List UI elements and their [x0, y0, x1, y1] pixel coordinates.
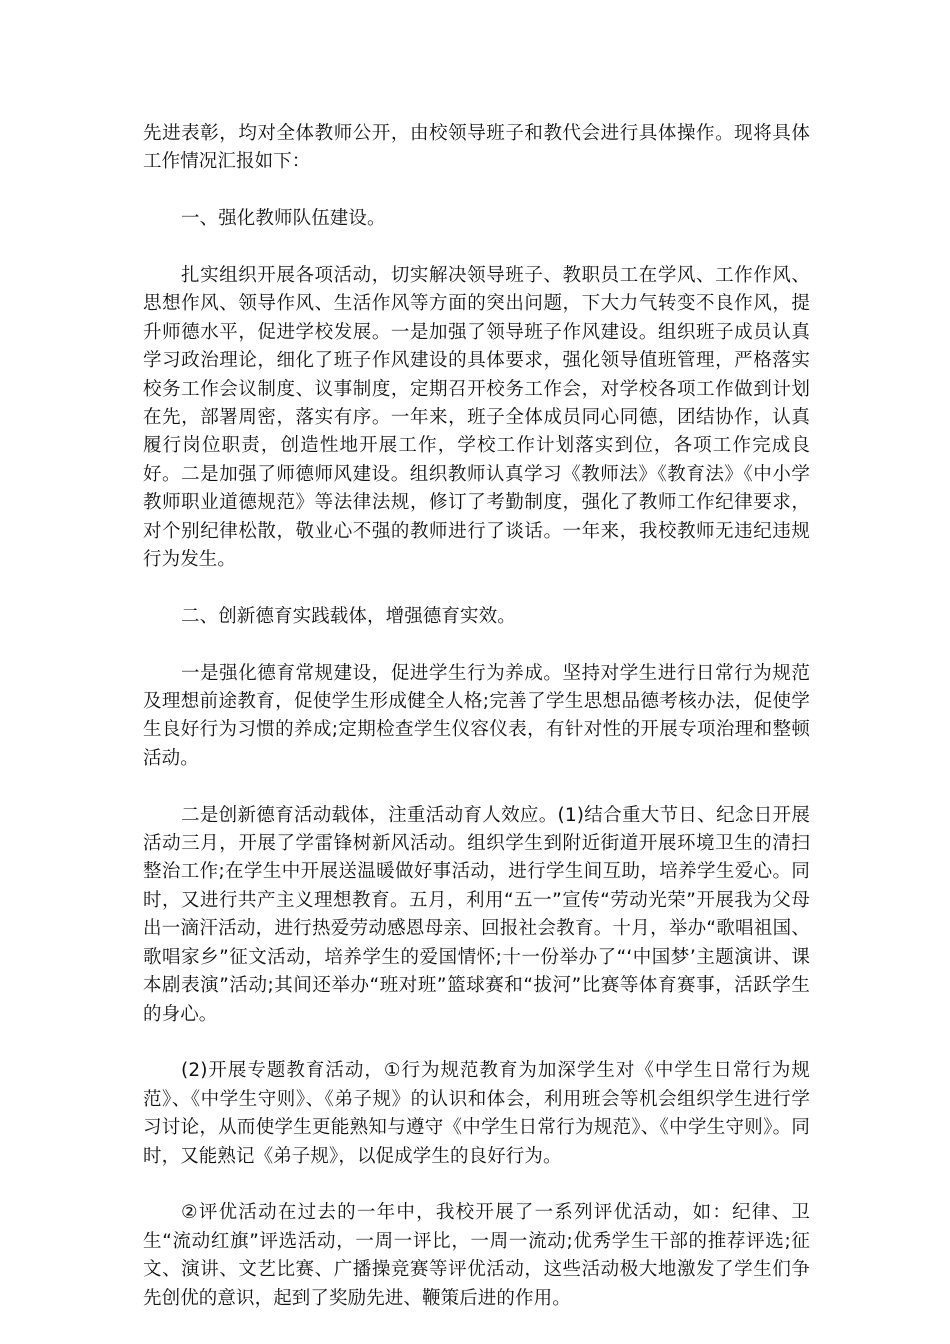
paragraph-spacer [143, 773, 810, 801]
paragraph-spacer [143, 1171, 810, 1199]
section-heading-1: 一、强化教师队伍建设。 [181, 208, 386, 230]
document-body [143, 120, 810, 1313]
body-paragraph-special-education: (2)开展专题教育活动，①行为规范教育为加深学生对《中学生日常行为规范》、《中学生守则》、《弟子规》的认识和体会，利用班会等机会组织学生进行学习讨论，从而使学生更能熟知与遵守《中学生日常行为规范》、《中学生守则》。同时，又能熟记《弟子规》，以促成学生的良好行为。 [143, 1060, 810, 1167]
body-paragraph-teacher-team: 扎实组织开展各项活动，切实解决领导班子、教职员工在学风、工作作风、思想作风、领导作风、生活作风等方面的突出问题，下大力气转变不良作风，提升师德水平，促进学校发展。一是加强了领导班子作风建设。组织班子成员认真学习政治理论，细化了班子作风建设的具体要求，强化领导值班管理，严格落实校务工作会议制度、议事制度，定期召开校务工作会，对学校各项工作做到计划在先，部署周密，落实有序。一年来，班子全体成员同心同德，团结协作，认真履行岗位职责，创造性地开展工作，学校工作计划落实到位，各项工作完成良好。二是加强了师德师风建设。组织教师认真学习《教师法》《教育法》《中小学教师职业道德规范》等法律法规，修订了考勤制度，强化了教师工作纪律要求，对个别纪律松散，敬业心不强的教师进行了谈话。一年来，我校教师无违纪违规行为发生。 [143, 265, 810, 571]
section-heading-2: 二、创新德育实践载体，增强德育实效。 [181, 605, 516, 627]
paragraph-spacer [143, 234, 810, 262]
body-paragraph-evaluation: ②评优活动在过去的一年中，我校开展了一系列评优活动，如：纪律、卫生“流动红旗”评选活动，一周一评比，一周一流动;优秀学生干部的推荐评选;征文、演讲、文艺比赛、广播操竞赛等评优活动，这些活动极大地激发了学生们争先创优的意识，起到了奖励先进、鞭策后进的作用。 [143, 1202, 810, 1309]
intro-paragraph: 先进表彰，均对全体教师公开，由校领导班子和教代会进行具体操作。现将具体工作情况汇报如下： [143, 123, 810, 173]
paragraph-spacer [143, 177, 810, 205]
paragraph-spacer [143, 1029, 810, 1057]
body-paragraph-activities: 二是创新德育活动载体，注重活动育人效应。(1)结合重大节日、纪念日开展活动三月，开展了学雷锋树新风活动。组织学生到附近街道开展环境卫生的清扫整治工作;在学生中开展送温暖做好事活动，进行学生间互助，培养学生爱心。同时，又进行共产主义理想教育。五月，利用“五一”宣传“劳动光荣”开展我为父母出一滴汗活动，进行热爱劳动感恩母亲、回报社会教育。十月，举办“歌唱祖国、歌唱家乡”征文活动，培养学生的爱国情怀;十一份举办了“‘中国梦’主题演讲、课本剧表演”活动;其间还举办“班对班”篮球赛和“拔河”比赛等体育赛事，活跃学生的身心。 [143, 804, 810, 1025]
body-paragraph-routine: 一是强化德育常规建设，促进学生行为养成。坚持对学生进行日常行为规范及理想前途教育，促使学生形成健全人格;完善了学生思想品德考核办法，促使学生良好行为习惯的养成;定期检查学生仪容仪表，有针对性的开展专项治理和整顿活动。 [143, 662, 810, 769]
paragraph-spacer [143, 574, 810, 602]
paragraph-spacer [143, 631, 810, 659]
